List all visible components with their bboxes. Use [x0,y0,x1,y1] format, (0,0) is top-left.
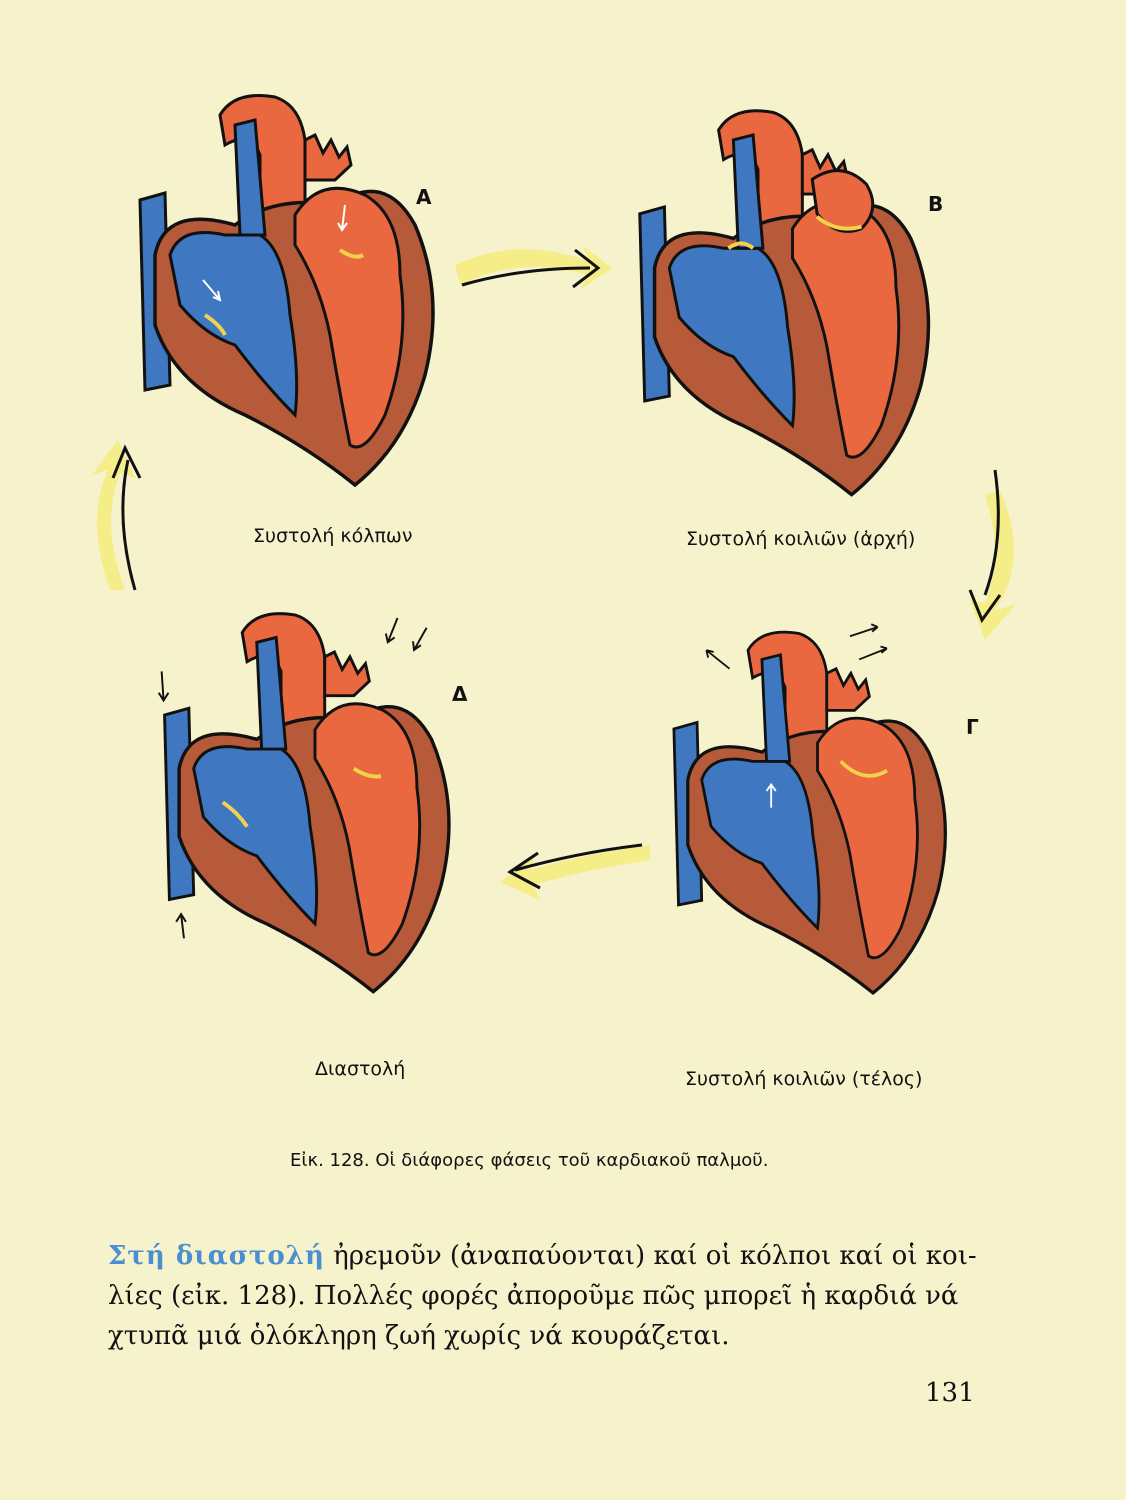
arrow-g-to-d [500,845,650,900]
panel-letter-b: Β [928,192,944,216]
arrow-b-to-g [970,470,1015,640]
body-paragraph [108,1236,977,1356]
heart-diagram-a [125,85,465,490]
body-line-2: λίες (εἰκ. 128). Πολλές φορές ἀποροῦμε πῶς μπορεῖ ἡ καρδιά νά [108,1281,959,1311]
figure-caption: Εἰκ. 128. Οἱ διάφορες φάσεις τοῦ καρδιακοῦ παλμοῦ. [290,1150,769,1171]
panel-letter-g: Γ [966,715,979,739]
panel-letter-a: Α [416,185,432,209]
panel-letter-d: Δ [452,682,468,706]
heart-diagram-d [150,590,480,1010]
panel-caption-d: Διαστολή [315,1058,406,1080]
heart-illustration [140,95,433,485]
highlight-term: Στή διαστολή [108,1241,325,1271]
heart-illustration [159,614,449,992]
panel-caption-g: Συστολή κοιλιῶν (τέλος) [685,1068,923,1090]
arrow-a-to-b [455,245,612,290]
panel-caption-a: Συστολή κόλπων [253,525,413,547]
body-line-1-text: ἠρεμοῦν (ἀναπαύονται) καί οἱ κόλποι καί οἱ κοι- [324,1241,977,1271]
heart-diagram-b [625,95,960,505]
body-line-3: χτυπᾶ μιά ὁλόκληρη ζωή χωρίς νά κουράζεται. [108,1321,730,1351]
page-number: 131 [925,1378,975,1408]
body-line-1 [108,1236,977,1276]
panel-caption-b: Συστολή κοιλιῶν (ἀρχή) [686,528,916,550]
heart-illustration [674,624,945,993]
heart-illustration [640,111,929,495]
heart-diagram-g [660,615,975,1005]
